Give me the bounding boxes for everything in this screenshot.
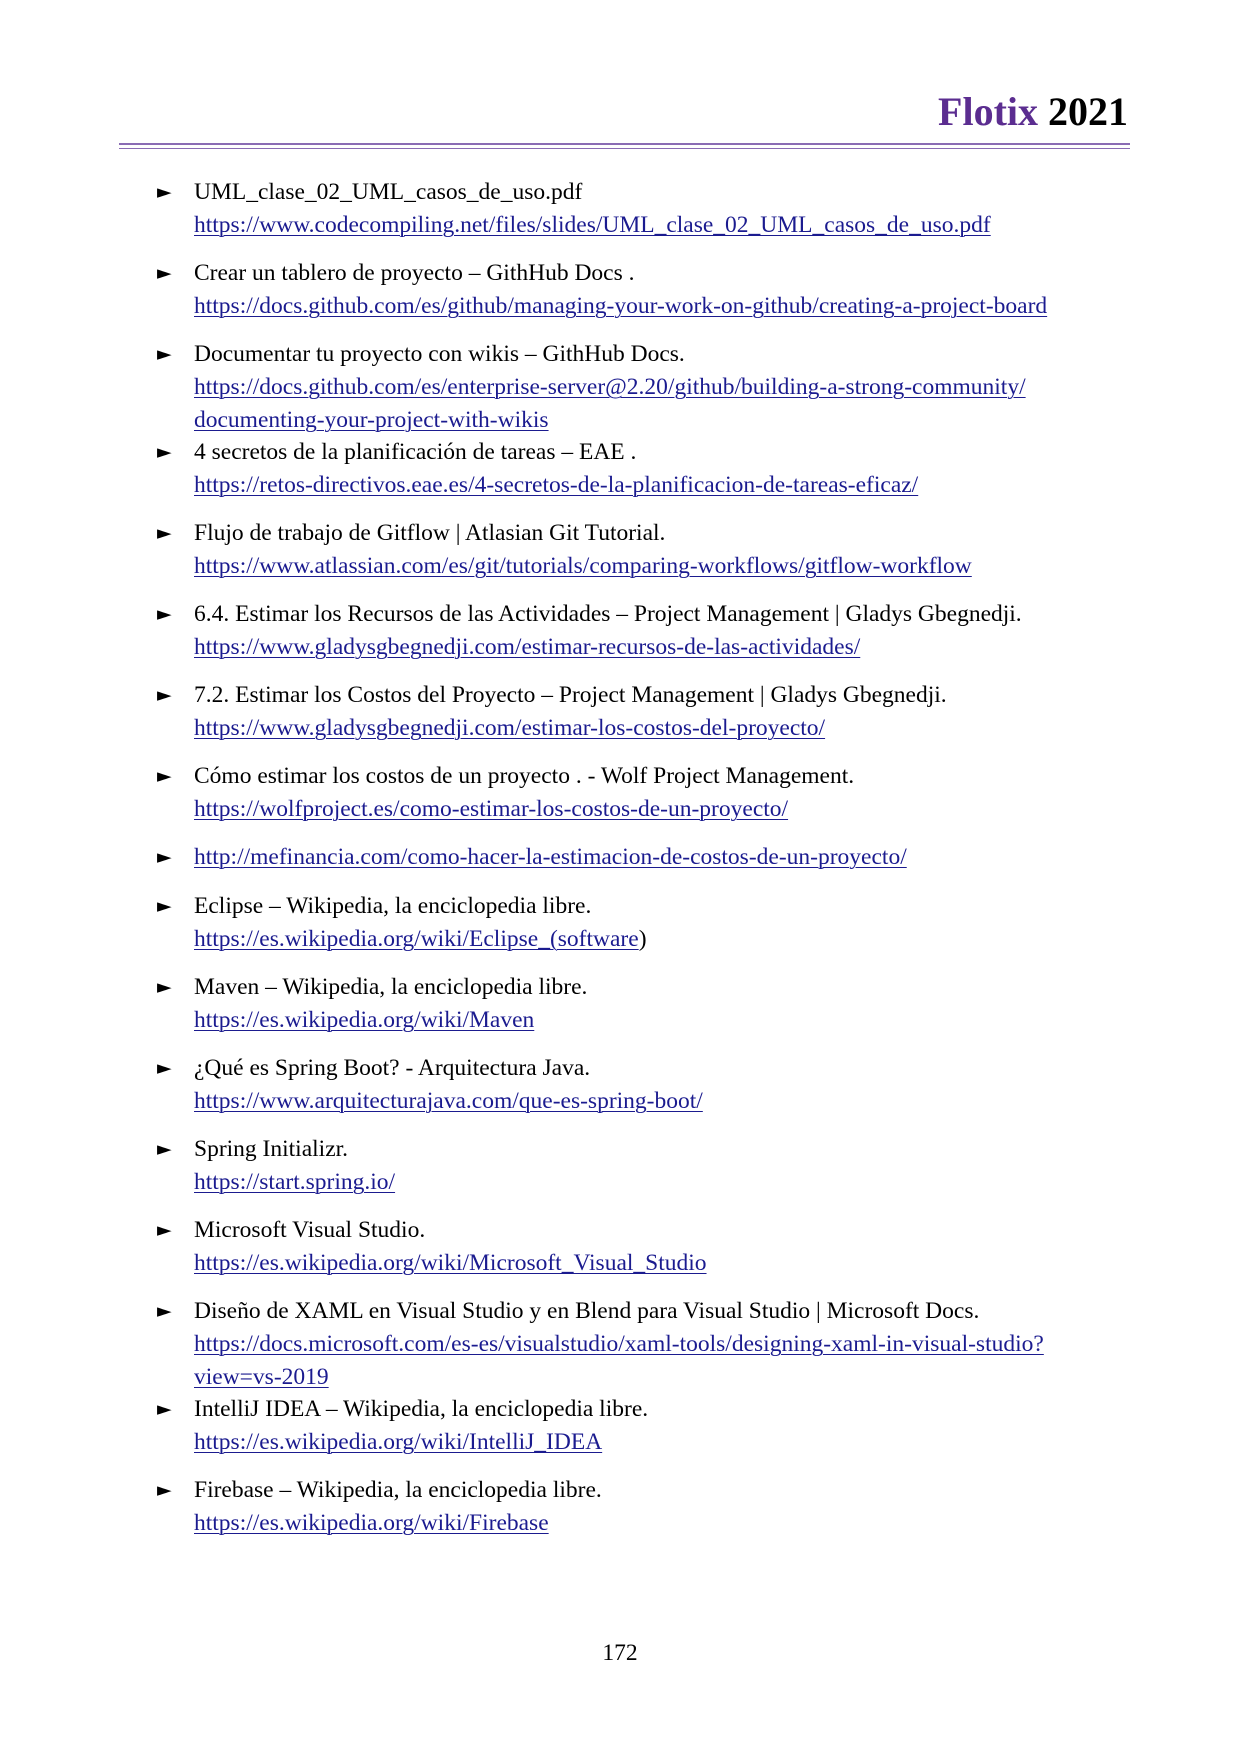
bullet-arrow-icon: ► <box>157 262 172 284</box>
reference-link[interactable]: https://start.spring.io/ <box>194 1169 396 1195</box>
reference-title: 4 secretos de la planificación de tareas – EAE . <box>194 439 637 465</box>
reference-link-line <box>194 469 918 502</box>
reference-link[interactable]: https://docs.microsoft.com/es-es/visualstudio/xaml-tools/designing-xaml-in-visual-studio? <box>194 1331 1044 1357</box>
bullet-arrow-icon: ► <box>157 684 172 706</box>
reference-link[interactable]: https://docs.github.com/es/github/managing-your-work-on-github/creating-a-project-board <box>194 293 1048 319</box>
reference-link-line <box>194 209 991 242</box>
bullet-arrow-icon: ► <box>157 343 172 365</box>
reference-title: Diseño de XAML en Visual Studio y en Blend para Visual Studio | Microsoft Docs. <box>194 1298 980 1324</box>
reference-link-line <box>194 793 788 826</box>
reference-link-line <box>194 404 549 437</box>
reference-link[interactable]: https://es.wikipedia.org/wiki/Eclipse_(software <box>194 926 639 952</box>
reference-link[interactable]: view=vs-2019 <box>194 1364 329 1390</box>
bullet-arrow-icon: ► <box>157 895 172 917</box>
reference-title: 6.4. Estimar los Recursos de las Actividades – Project Management | Gladys Gbegnedji. <box>194 601 1022 627</box>
bullet-arrow-icon: ► <box>157 1300 172 1322</box>
reference-link-line <box>194 1507 549 1540</box>
page-number: 172 <box>602 1640 638 1666</box>
reference-link-line <box>194 1247 707 1280</box>
bullet-arrow-icon: ► <box>157 765 172 787</box>
link-suffix: ) <box>638 926 647 952</box>
reference-link-line <box>194 371 1026 404</box>
reference-title: UML_clase_02_UML_casos_de_uso.pdf <box>194 179 583 205</box>
reference-link[interactable]: https://www.gladysgbegnedji.com/estimar-los-costos-del-proyecto/ <box>194 715 826 741</box>
bullet-arrow-icon: ► <box>157 846 172 868</box>
reference-link[interactable]: https://es.wikipedia.org/wiki/Maven <box>194 1007 535 1033</box>
reference-link[interactable]: http://mefinancia.com/como-hacer-la-estimacion-de-costos-de-un-proyecto/ <box>194 844 907 870</box>
reference-link[interactable]: https://retos-directivos.eae.es/4-secretos-de-la-planificacion-de-tareas-eficaz/ <box>194 472 919 498</box>
reference-link-line <box>194 1426 602 1459</box>
reference-link-line <box>194 1361 329 1394</box>
reference-link-line <box>194 550 972 583</box>
reference-link[interactable]: documenting-your-project-with-wikis <box>194 407 549 433</box>
reference-link-line <box>194 923 647 956</box>
reference-link-line <box>194 841 907 874</box>
reference-link[interactable]: https://wolfproject.es/como-estimar-los-costos-de-un-proyecto/ <box>194 796 789 822</box>
reference-link-line <box>194 631 860 664</box>
reference-title: Documentar tu proyecto con wikis – GithHub Docs. <box>194 341 685 367</box>
reference-link[interactable]: https://www.codecompiling.net/files/slides/UML_clase_02_UML_casos_de_uso.pdf <box>194 212 991 238</box>
reference-link-line <box>194 290 1047 323</box>
reference-link[interactable]: https://www.atlassian.com/es/git/tutorials/comparing-workflows/gitflow-workflow <box>194 553 972 579</box>
reference-title: Microsoft Visual Studio. <box>194 1217 426 1243</box>
reference-title: Maven – Wikipedia, la enciclopedia libre. <box>194 974 588 1000</box>
reference-title: 7.2. Estimar los Costos del Proyecto – Project Management | Gladys Gbegnedji. <box>194 682 947 708</box>
reference-link-line <box>194 1004 534 1037</box>
bullet-arrow-icon: ► <box>157 603 172 625</box>
reference-title: Spring Initializr. <box>194 1136 349 1162</box>
reference-link[interactable]: https://docs.github.com/es/enterprise-server@2.20/github/building-a-strong-community/ <box>194 374 1026 400</box>
bullet-arrow-icon: ► <box>157 1479 172 1501</box>
reference-link-line <box>194 712 825 745</box>
reference-link[interactable]: https://es.wikipedia.org/wiki/Microsoft_Visual_Studio <box>194 1250 707 1276</box>
reference-link[interactable]: https://www.arquitecturajava.com/que-es-spring-boot/ <box>194 1088 703 1114</box>
reference-link[interactable]: https://www.gladysgbegnedji.com/estimar-recursos-de-las-actividades/ <box>194 634 861 660</box>
bullet-arrow-icon: ► <box>157 976 172 998</box>
bullet-arrow-icon: ► <box>157 1138 172 1160</box>
bullet-arrow-icon: ► <box>157 1219 172 1241</box>
reference-title: Cómo estimar los costos de un proyecto . - Wolf Project Management. <box>194 763 855 789</box>
reference-title: IntelliJ IDEA – Wikipedia, la enciclopedia libre. <box>194 1396 649 1422</box>
reference-link-line <box>194 1085 703 1118</box>
bullet-arrow-icon: ► <box>157 441 172 463</box>
reference-title: Firebase – Wikipedia, la enciclopedia libre. <box>194 1477 602 1503</box>
bullet-arrow-icon: ► <box>157 522 172 544</box>
reference-title: Flujo de trabajo de Gitflow | Atlasian Git Tutorial. <box>194 520 666 546</box>
reference-title: Eclipse – Wikipedia, la enciclopedia libre. <box>194 893 592 919</box>
bullet-arrow-icon: ► <box>157 1057 172 1079</box>
header-year: 2021 <box>1048 89 1128 134</box>
reference-link[interactable]: https://es.wikipedia.org/wiki/Firebase <box>194 1510 549 1536</box>
reference-link-line <box>194 1166 395 1199</box>
reference-link[interactable]: https://es.wikipedia.org/wiki/IntelliJ_IDEA <box>194 1429 603 1455</box>
reference-title: ¿Qué es Spring Boot? - Arquitectura Java. <box>194 1055 591 1081</box>
reference-link-line <box>194 1328 1044 1361</box>
bullet-arrow-icon: ► <box>157 181 172 203</box>
reference-title: Crear un tablero de proyecto – GithHub Docs . <box>194 260 635 286</box>
header-brand: Flotix <box>938 89 1038 134</box>
bullet-arrow-icon: ► <box>157 1398 172 1420</box>
